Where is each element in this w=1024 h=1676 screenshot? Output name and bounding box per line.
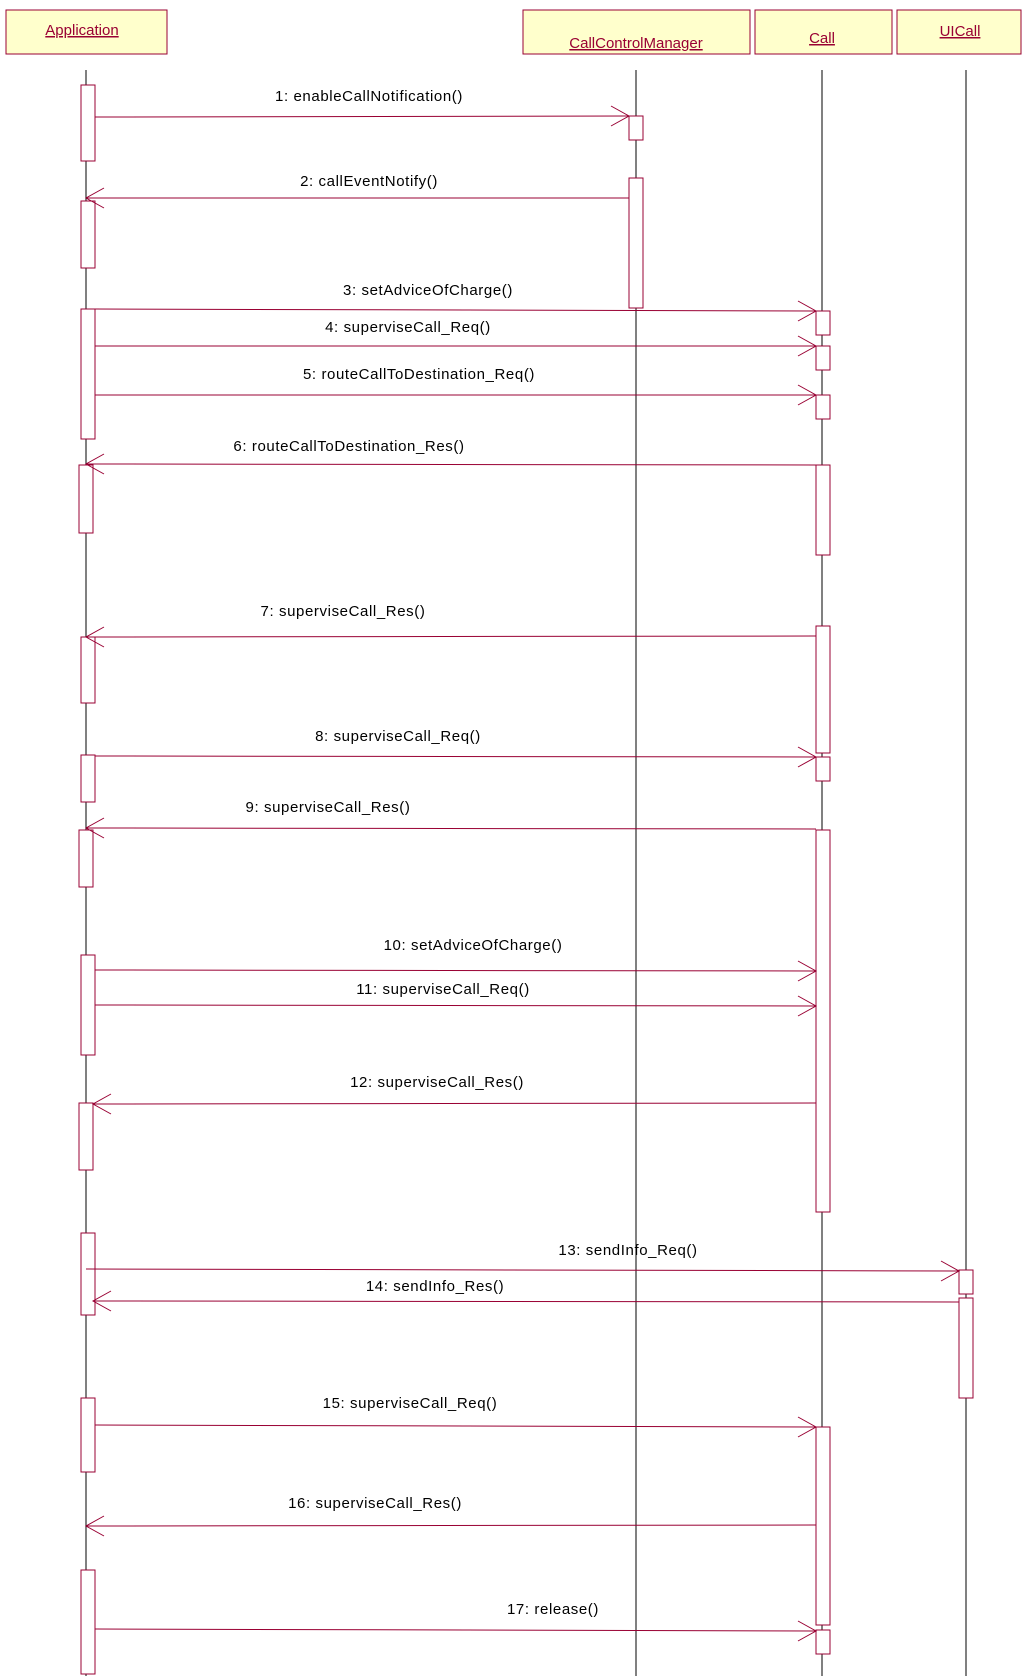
lifeline-application — [6, 10, 167, 54]
message-line — [86, 828, 816, 829]
message-line — [86, 1525, 816, 1526]
activation-bar — [816, 757, 830, 781]
message-5 — [95, 366, 816, 405]
message-4 — [95, 319, 816, 356]
activation-bar — [959, 1270, 973, 1294]
message-17 — [95, 1601, 816, 1641]
message-line — [95, 309, 816, 311]
message-line — [86, 636, 816, 637]
lifeline-callcontrolmanager — [523, 10, 750, 54]
message-line — [95, 756, 816, 757]
message-14 — [93, 1278, 959, 1311]
activation-bar — [816, 1630, 830, 1654]
activation-bar — [79, 830, 93, 887]
message-label: 12: superviseCall_Res() — [350, 1074, 524, 1091]
activation-bar — [81, 309, 95, 439]
message-3 — [95, 282, 816, 321]
message-line — [93, 1301, 959, 1302]
activation-bar — [816, 830, 830, 1212]
activation-bar — [816, 395, 830, 419]
message-label: 17: release() — [506, 1601, 600, 1618]
activation-bar — [959, 1298, 973, 1398]
message-label: 13: sendInfo_Req() — [558, 1242, 698, 1259]
activation-bar — [81, 201, 95, 268]
message-15 — [95, 1395, 816, 1437]
activations-application — [79, 85, 95, 1674]
lifeline-uicall-title: UICall — [939, 23, 981, 40]
message-label: 14: sendInfo_Res() — [365, 1278, 505, 1295]
activations-uicall — [959, 1270, 973, 1398]
lifeline-application-title: Application — [45, 22, 119, 39]
message-2 — [86, 173, 629, 208]
message-line — [95, 1629, 816, 1631]
activation-bar — [816, 626, 830, 753]
message-6 — [86, 438, 816, 474]
message-line — [93, 1103, 816, 1104]
activation-bar — [629, 116, 643, 140]
message-label: 10: setAdviceOfCharge() — [383, 937, 563, 954]
activation-bar — [816, 346, 830, 370]
lifeline-call — [755, 10, 892, 54]
message-label: 16: superviseCall_Res() — [288, 1495, 462, 1512]
message-label: 5: routeCallToDestination_Req() — [302, 366, 536, 383]
activation-bar — [81, 1233, 95, 1315]
message-label: 8: superviseCall_Req() — [315, 728, 481, 745]
message-line — [86, 1269, 959, 1271]
message-label: 11: superviseCall_Req() — [356, 981, 530, 998]
message-label: 2: callEventNotify() — [300, 173, 438, 190]
lifeline-uicall — [897, 10, 1021, 54]
message-label: 7: superviseCall_Res() — [260, 603, 426, 620]
activation-bar — [81, 755, 95, 802]
message-line — [95, 970, 816, 971]
message-16 — [86, 1495, 816, 1536]
activation-bar — [79, 465, 93, 533]
activation-bar — [81, 955, 95, 1055]
message-label: 3: setAdviceOfCharge() — [343, 282, 513, 299]
message-line — [95, 1005, 816, 1006]
activation-bar — [816, 311, 830, 335]
message-line — [86, 464, 816, 465]
message-line — [95, 1425, 816, 1427]
message-8 — [95, 728, 816, 767]
activation-bar — [816, 1427, 830, 1625]
activation-bar — [79, 1103, 93, 1170]
activation-bar — [629, 178, 643, 308]
lifeline-callcontrolmanager-title: CallControlManager — [569, 35, 703, 52]
message-7 — [86, 603, 816, 647]
message-12 — [93, 1074, 816, 1114]
message-label: 4: superviseCall_Req() — [325, 319, 491, 336]
message-11 — [95, 981, 816, 1016]
activation-bar — [81, 1398, 95, 1472]
message-label: 9: superviseCall_Res() — [245, 799, 411, 816]
activation-bar — [816, 465, 830, 555]
message-label: 1: enableCallNotification() — [275, 88, 463, 105]
message-label: 6: routeCallToDestination_Res() — [233, 438, 465, 455]
activation-bar — [81, 85, 95, 161]
message-label: 15: superviseCall_Req() — [322, 1395, 498, 1412]
message-line — [95, 116, 629, 117]
message-13 — [86, 1242, 959, 1281]
activations-call — [816, 311, 830, 1654]
activation-bar — [81, 1570, 95, 1674]
message-10 — [95, 937, 816, 981]
activation-bar — [81, 637, 95, 703]
message-9 — [86, 799, 816, 838]
lifeline-call-title: Call — [809, 30, 835, 47]
message-1 — [95, 88, 629, 126]
